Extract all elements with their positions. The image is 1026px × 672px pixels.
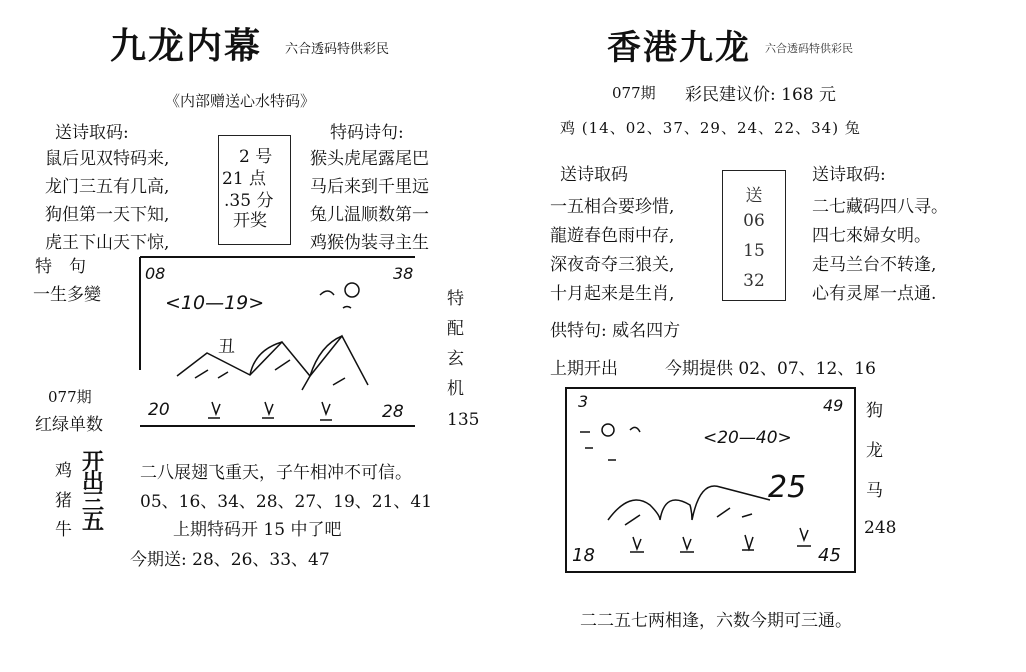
draw-minute: .35 分: [224, 191, 274, 211]
draw-number: 2 号: [239, 147, 273, 167]
right-poem-heading: 送诗取码: [560, 165, 628, 185]
gift-box: [722, 170, 786, 301]
right-period: 077期: [612, 84, 656, 102]
gift-number: 15: [743, 241, 765, 261]
poem-line: 深夜奇夺三狼关,: [550, 255, 675, 275]
zodiac: 鸡: [55, 461, 72, 481]
left-verse-heading: 特码诗句:: [330, 123, 404, 143]
left-side-chars: [447, 285, 464, 405]
poem-line: 龍遊春色雨中存,: [550, 226, 675, 246]
right-verse-heading: 送诗取码:: [812, 165, 886, 185]
provide-numbers: 今期提供 02、07、12、16: [665, 359, 876, 379]
verse-line: 走马兰台不转逢,: [812, 255, 937, 275]
poem-line: 狗但第一天下知,: [45, 205, 170, 225]
poem-line: 十月起来是生肖,: [550, 284, 675, 304]
left-line3: 上期特码开 15 中了吧: [173, 520, 342, 540]
verse-line: 猴头虎尾露尾巴: [310, 149, 429, 169]
verse-line: 兔儿温顺数第一: [310, 205, 429, 225]
sketch-bottom-left: 20: [148, 400, 170, 420]
gift-label: 送: [745, 186, 763, 206]
right-subtitle: 六合透码特供彩民: [765, 42, 853, 55]
open-char: 三: [82, 489, 105, 515]
sketch-range: <20—40>: [703, 428, 792, 448]
sketch-bottom-right: 45: [818, 545, 841, 566]
right-side-number: 248: [864, 518, 897, 538]
side-char: 马: [866, 481, 883, 501]
side-char: 玄: [447, 349, 464, 369]
verse-line: 心有灵犀一点通.: [812, 284, 937, 304]
sketch-top-left: 08: [145, 264, 166, 283]
left-side-number: 135: [447, 410, 480, 430]
poem-line: 一五相合要珍惜,: [550, 197, 675, 217]
special-phrase: 一生多變: [33, 285, 101, 305]
gift-number: 32: [743, 271, 765, 291]
sketch-range: <10—19>: [165, 292, 265, 314]
left-line1: 二八展翅飞重天，子午相冲不可信。: [140, 463, 412, 483]
left-banner: 《内部赠送心水特码》: [165, 92, 316, 110]
poem-line: 虎王下山天下惊,: [45, 233, 170, 253]
side-char: 狗: [866, 401, 883, 421]
last-open: 上期开出: [550, 359, 618, 379]
poem-line: 龙门三五有几高,: [45, 177, 170, 197]
sketch-bottom-right: 28: [382, 402, 404, 422]
sketch-top-right: 49: [823, 396, 844, 415]
numbers-line: 鸡 (14、02、37、29、24、22、34) 兔: [560, 119, 861, 137]
sketch-bottom-left: 18: [572, 545, 595, 566]
verse-line: 四七來婦女明。: [812, 226, 931, 246]
side-char: 特: [447, 289, 464, 309]
left-title: 九龙内幕: [110, 25, 263, 67]
open-char: 开: [82, 449, 105, 475]
right-poem: [550, 192, 674, 308]
right-sketch-frame: [566, 388, 855, 572]
left-period: 077期: [48, 388, 92, 406]
left-line2: 05、16、34、28、27、19、21、41: [140, 492, 433, 512]
draw-label: 开奖: [233, 211, 267, 231]
open-char: 出: [82, 469, 105, 495]
special-label: 特 句: [35, 257, 86, 277]
side-char: 配: [447, 319, 464, 339]
draw-hour: 21 点: [222, 169, 267, 189]
sketch-zodiac: 丑: [218, 337, 235, 357]
left-sketch-frame: [140, 257, 415, 426]
right-special: 供特句: 威名四方: [550, 321, 681, 341]
verse-line: 马后来到千里远: [310, 177, 429, 197]
gift-number: 06: [743, 211, 765, 231]
right-bottom-line: 二二五七两相逢，六数今期可三通。: [580, 611, 852, 631]
right-verse: [812, 192, 948, 308]
sketch-middle: 25: [768, 470, 807, 505]
sketch-top-left: 3: [578, 392, 589, 411]
verse-line: 鸡猴伪装寻主生: [310, 233, 429, 253]
right-title: 香港九龙: [607, 28, 751, 68]
left-subtitle: 六合透码特供彩民: [285, 42, 390, 57]
open-three-five-vertical: [82, 449, 108, 535]
zodiac: 猪: [55, 491, 72, 511]
zodiac: 牛: [55, 520, 72, 540]
red-green-label: 红绿单数: [35, 415, 103, 435]
side-char: 机: [447, 379, 464, 399]
left-line4: 今期送: 28、26、33、47: [130, 550, 330, 570]
left-poem-heading: 送诗取码:: [55, 123, 129, 143]
open-char: 五: [82, 509, 105, 535]
side-char: 龙: [866, 441, 883, 461]
sketch-top-right: 38: [393, 264, 414, 283]
price: 彩民建议价: 168 元: [685, 85, 836, 105]
verse-line: 二七藏码四八寻。: [812, 197, 948, 217]
poem-line: 鼠后见双特码来,: [45, 149, 170, 169]
